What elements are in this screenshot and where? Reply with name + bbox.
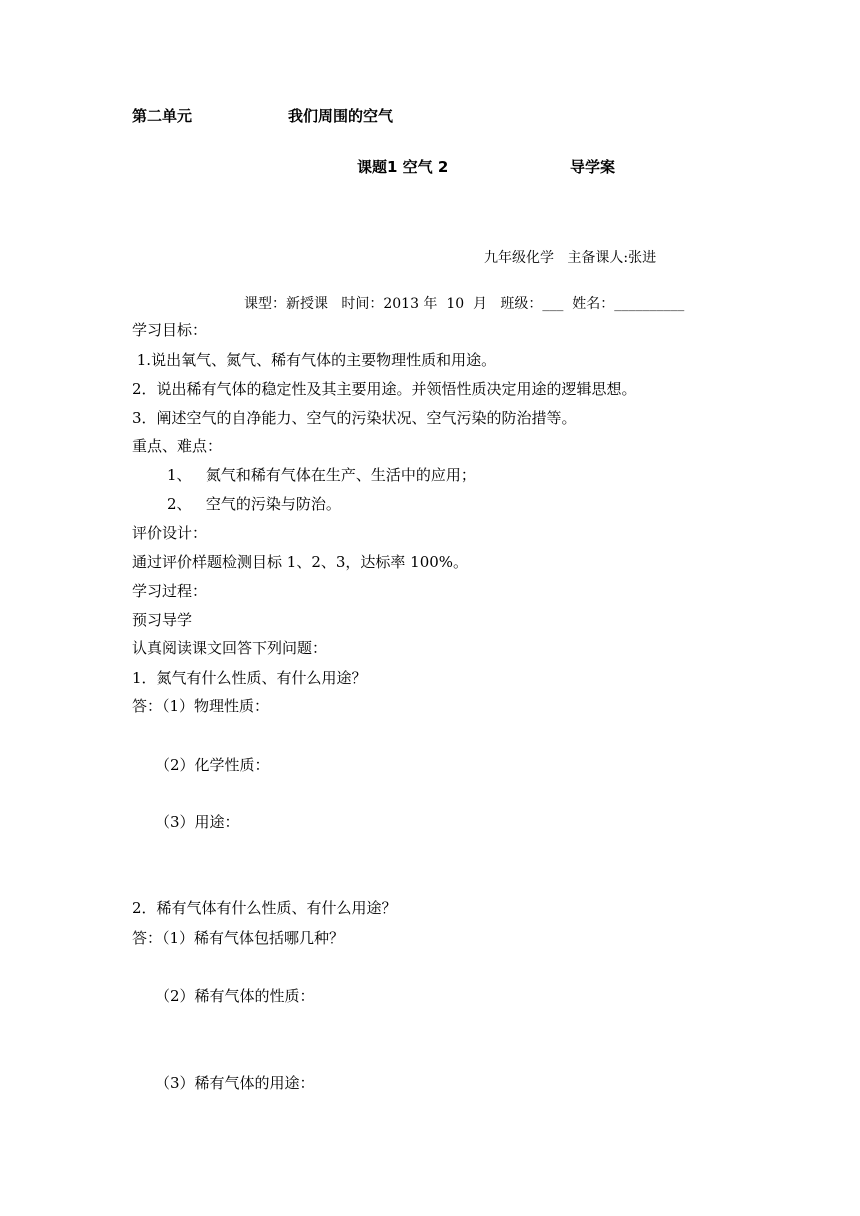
unit-title: 我们周围的空气 — [288, 107, 394, 125]
question-2: 2．稀有气体有什么性质、有什么用途？ — [132, 899, 397, 917]
grade-teacher: 九年级化学 主备课人:张进 — [484, 250, 657, 266]
process-heading: 学习过程： — [132, 582, 208, 600]
key-point-item: 1、 氮气和稀有气体在生产、生活中的应用； — [167, 466, 476, 484]
question-2-answer-1: 答：（1）稀有气体包括哪几种？ — [132, 929, 345, 947]
question-1: 1．氮气有什么性质、有什么用途？ — [132, 669, 367, 687]
objective-item: 1.说出氧气、氮气、稀有气体的主要物理性质和用途。 — [132, 351, 497, 369]
preview-label: 预习导学 — [132, 611, 193, 629]
key-points-heading: 重点、难点： — [132, 437, 223, 455]
evaluation-heading: 评价设计： — [132, 524, 208, 542]
unit-label: 第二单元 — [132, 107, 193, 125]
instruction-text: 认真阅读课文回答下列问题： — [132, 639, 328, 657]
question-2-answer-2: （2）稀有气体的性质： — [155, 987, 315, 1005]
info-line: 课型：新授课 时间：2013 年 10 月 班级：___ 姓名：__________ — [244, 296, 685, 312]
question-1-answer-1: 答：（1）物理性质： — [132, 697, 270, 715]
lesson-title: 课题1 空气 2 — [357, 158, 449, 176]
question-1-answer-3: （3）用途： — [155, 813, 240, 831]
objective-item: 2．说出稀有气体的稳定性及其主要用途。并领悟性质决定用途的逻辑思想。 — [132, 380, 637, 398]
objective-item: 3．阐述空气的自净能力、空气的污染状况、空气污染的防治措等。 — [132, 409, 577, 427]
question-1-answer-2: （2）化学性质： — [155, 756, 270, 774]
key-point-item: 2、 空气的污染与防治。 — [167, 495, 341, 513]
evaluation-text: 通过评价样题检测目标 1、2、3，达标率 100%。 — [132, 553, 469, 571]
objectives-heading: 学习目标： — [132, 321, 208, 339]
plan-type: 导学案 — [570, 158, 616, 176]
question-2-answer-3: （3）稀有气体的用途： — [155, 1074, 315, 1092]
